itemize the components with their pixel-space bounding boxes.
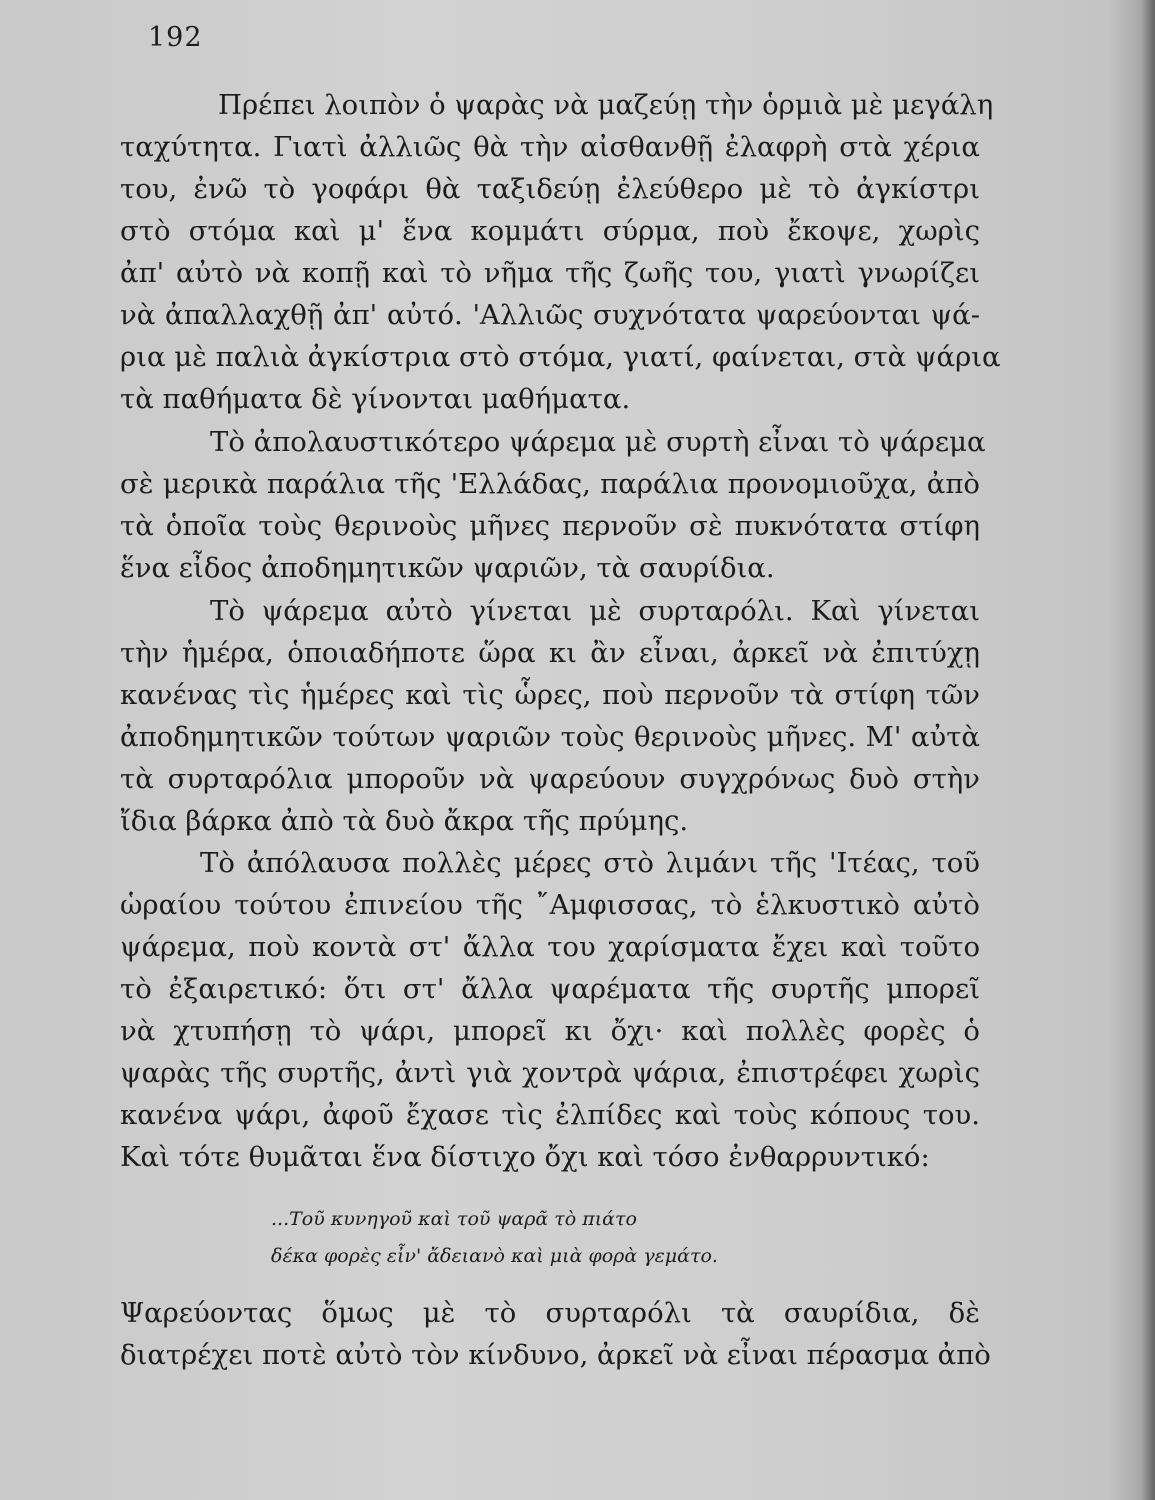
paragraph1-line-6: νὰ ἀπαλλαχθῇ ἀπ' αὐτό. 'Αλλιῶς συχνότατα ψαρεύονται ψά-	[120, 299, 980, 331]
paragraph1-line-2: ταχύτητα. Γιατὶ ἀλλιῶς θὰ τὴν αἰσθανθῇ ἐλαφρὴ στὰ χέρια	[120, 131, 980, 163]
paragraph4-line-2: ὡραίου τούτου ἐπινείου τῆς ῎Αμφισσας, τὸ ἑλκυστικὸ αὐτὸ	[120, 889, 980, 921]
paragraph4-line-3: ψάρεμα, ποὺ κοντὰ στ' ἄλλα του χαρίσματα ἔχει καὶ τοῦτο	[120, 931, 980, 963]
paragraph1-line-5: ἀπ' αὐτὸ νὰ κοπῇ καὶ τὸ νῆμα τῆς ζωῆς του, γιατὶ γνωρίζει	[120, 257, 980, 289]
paragraph1-line-4: στὸ στόμα καὶ μ' ἕνα κομμάτι σύρμα, ποὺ ἔκοψε, χωρὶς	[120, 215, 980, 247]
paragraph3-line-5: τὰ συρταρόλια μποροῦν νὰ ψαρεύουν συγχρόνως δυὸ στὴν	[120, 763, 980, 795]
paragraph4-line-8: Καὶ τότε θυμᾶται ἕνα δίστιχο ὄχι καὶ τόσο ἐνθαρρυντικό:	[120, 1141, 930, 1173]
page-edge-shadow	[1141, 0, 1155, 1500]
paragraph2-line-1: Τὸ ἀπολαυστικότερο ψάρεμα μὲ συρτὴ εἶναι τὸ ψάρεμα	[210, 426, 986, 458]
paragraph1-line-8: τὰ παθήματα δὲ γίνονται μαθήματα.	[120, 383, 631, 415]
page-number: 192	[148, 22, 203, 53]
paragraph4-line-1: Τὸ ἀπόλαυσα πολλὲς μέρες στὸ λιμάνι τῆς 'Ιτέας, τοῦ	[200, 847, 980, 879]
verse-line-1: ...Τοῦ κυνηγοῦ καὶ τοῦ ψαρᾶ τὸ πιάτο	[271, 1208, 637, 1230]
paragraph2-line-4: ἕνα εἶδος ἀποδημητικῶν ψαριῶν, τὰ σαυρίδια.	[120, 552, 775, 584]
paragraph3-line-6: ἴδια βάρκα ἀπὸ τὰ δυὸ ἄκρα τῆς πρύμης.	[120, 805, 689, 837]
paragraph1-line-1: Πρέπει λοιπὸν ὁ ψαρὰς νὰ μαζεύῃ τὴν ὁρμιὰ μὲ μεγάλη	[218, 89, 994, 121]
paragraph2-line-3: τὰ ὁποῖα τοὺς θερινοὺς μῆνες περνοῦν σὲ πυκνότατα στίφη	[120, 510, 980, 542]
paragraph1-line-7: ρια μὲ παλιὰ ἀγκίστρια στὸ στόμα, γιατί, φαίνεται, στὰ ψάρια	[120, 341, 1001, 373]
paragraph4-line-5: νὰ χτυπήσῃ τὸ ψάρι, μπορεῖ κι ὄχι· καὶ πολλὲς φορὲς ὁ	[120, 1015, 980, 1047]
paragraph3-line-4: ἀποδημητικῶν τούτων ψαριῶν τοὺς θερινοὺς μῆνες. Μ' αὐτὰ	[120, 721, 980, 753]
paragraph5-line-1: Ψαρεύοντας ὅμως μὲ τὸ συρταρόλι τὰ σαυρίδια, δὲ	[120, 1297, 980, 1329]
paragraph5-line-2: διατρέχει ποτὲ αὐτὸ τὸν κίνδυνο, ἀρκεῖ νὰ εἶναι πέρασμα ἀπὸ	[120, 1339, 991, 1371]
paragraph2-line-2: σὲ μερικὰ παράλια τῆς 'Ελλάδας, παράλια προνομιοῦχα, ἀπὸ	[120, 468, 980, 500]
paragraph1-line-3: του, ἐνῶ τὸ γοφάρι θὰ ταξιδεύῃ ἐλεύθερο μὲ τὸ ἀγκίστρι	[120, 173, 980, 205]
paragraph4-line-4: τὸ ἐξαιρετικό: ὅτι στ' ἄλλα ψαρέματα τῆς συρτῆς μπορεῖ	[120, 973, 980, 1005]
paragraph4-line-7: κανένα ψάρι, ἀφοῦ ἔχασε τὶς ἐλπίδες καὶ τοὺς κόπους του.	[120, 1099, 980, 1131]
paragraph4-line-6: ψαρὰς τῆς συρτῆς, ἀντὶ γιὰ χοντρὰ ψάρια, ἐπιστρέφει χωρὶς	[120, 1057, 980, 1089]
paragraph3-line-3: κανένας τὶς ἡμέρες καὶ τὶς ὧρες, ποὺ περνοῦν τὰ στίφη τῶν	[120, 679, 980, 711]
verse-line-2: δέκα φορὲς εἶν' ἄδειανὸ καὶ μιὰ φορὰ γεμάτο.	[271, 1245, 718, 1267]
paragraph3-line-2: τὴν ἡμέρα, ὁποιαδήποτε ὥρα κι ἂν εἶναι, ἀρκεῖ νὰ ἐπιτύχῃ	[120, 637, 980, 669]
paragraph3-line-1: Τὸ ψάρεμα αὐτὸ γίνεται μὲ συρταρόλι. Καὶ γίνεται	[210, 595, 980, 627]
